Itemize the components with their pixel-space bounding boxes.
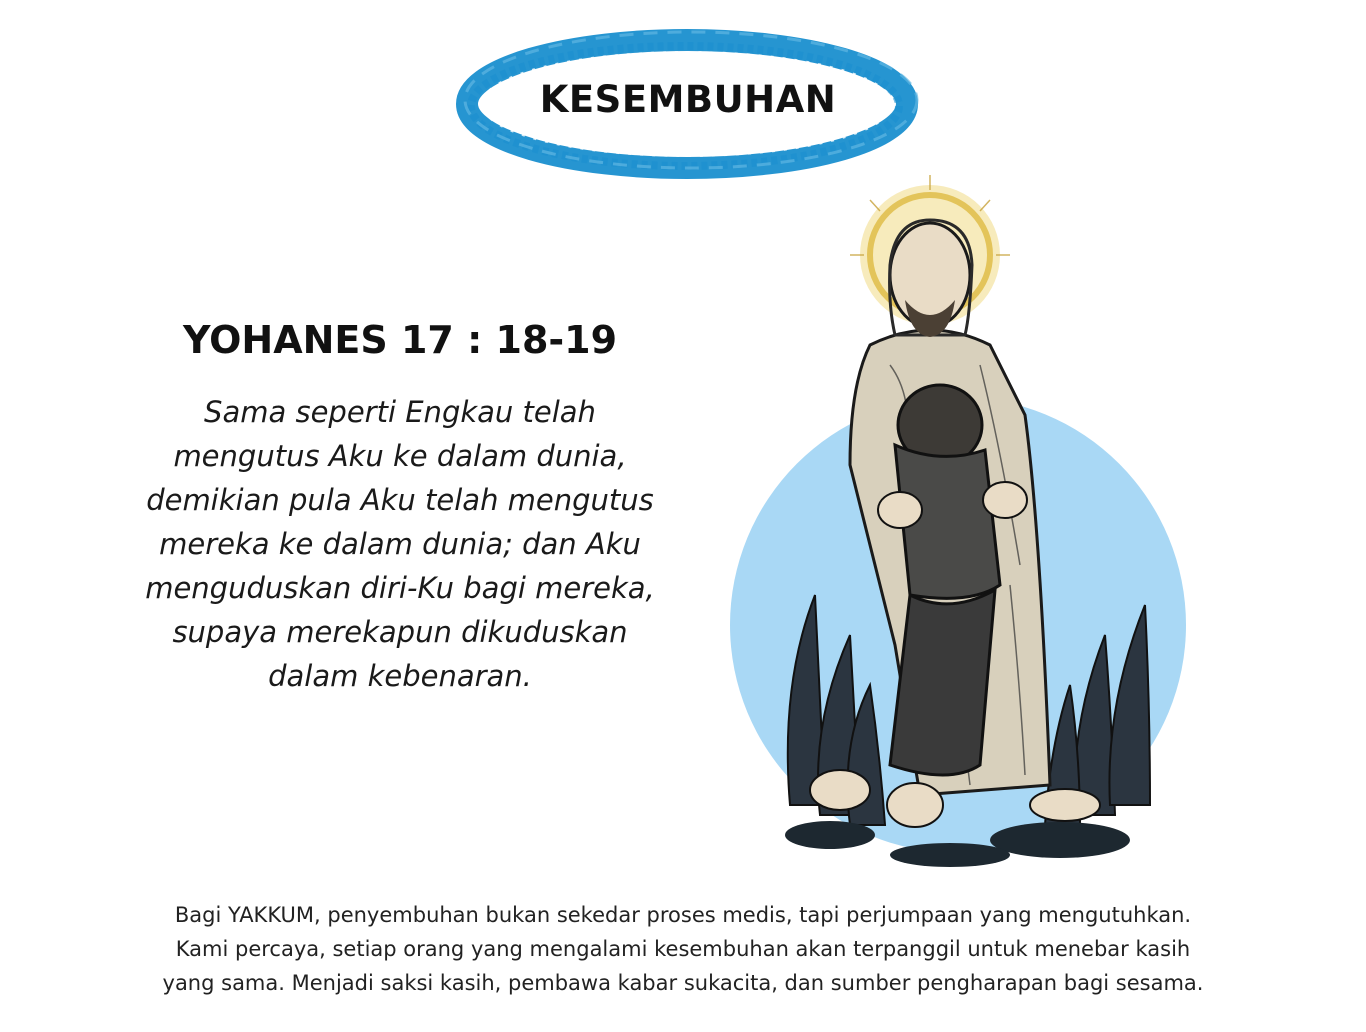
verse-reference: YOHANES 17 : 18-19 <box>182 318 618 362</box>
verse-text: Sama seperti Engkau telah mengutus Aku ke dalam dunia, demikian pula Aku telah mengutus mereka ke dalam dunia; dan Aku menguduskan diri-Ku bagi mereka, supaya merekapun dikuduskan dalam kebenaran. <box>145 395 655 693</box>
title-badge <box>455 28 915 188</box>
jesus-embracing-man-illustration-icon <box>720 165 1200 885</box>
illustration <box>720 165 1200 885</box>
footer-text: Bagi YAKKUM, penyembuhan bukan sekedar proses medis, tapi perjumpaan yang mengutuhkan. Kami percaya, setiap orang yang mengalami kesembuhan akan terpanggil untuk menebar kasih yang sama. Menjadi saksi kasih, pembawa kabar sukacita, dan sumber pengharapan bagi sesama. <box>162 903 1204 995</box>
page-title: KESEMBUHAN <box>539 78 837 121</box>
